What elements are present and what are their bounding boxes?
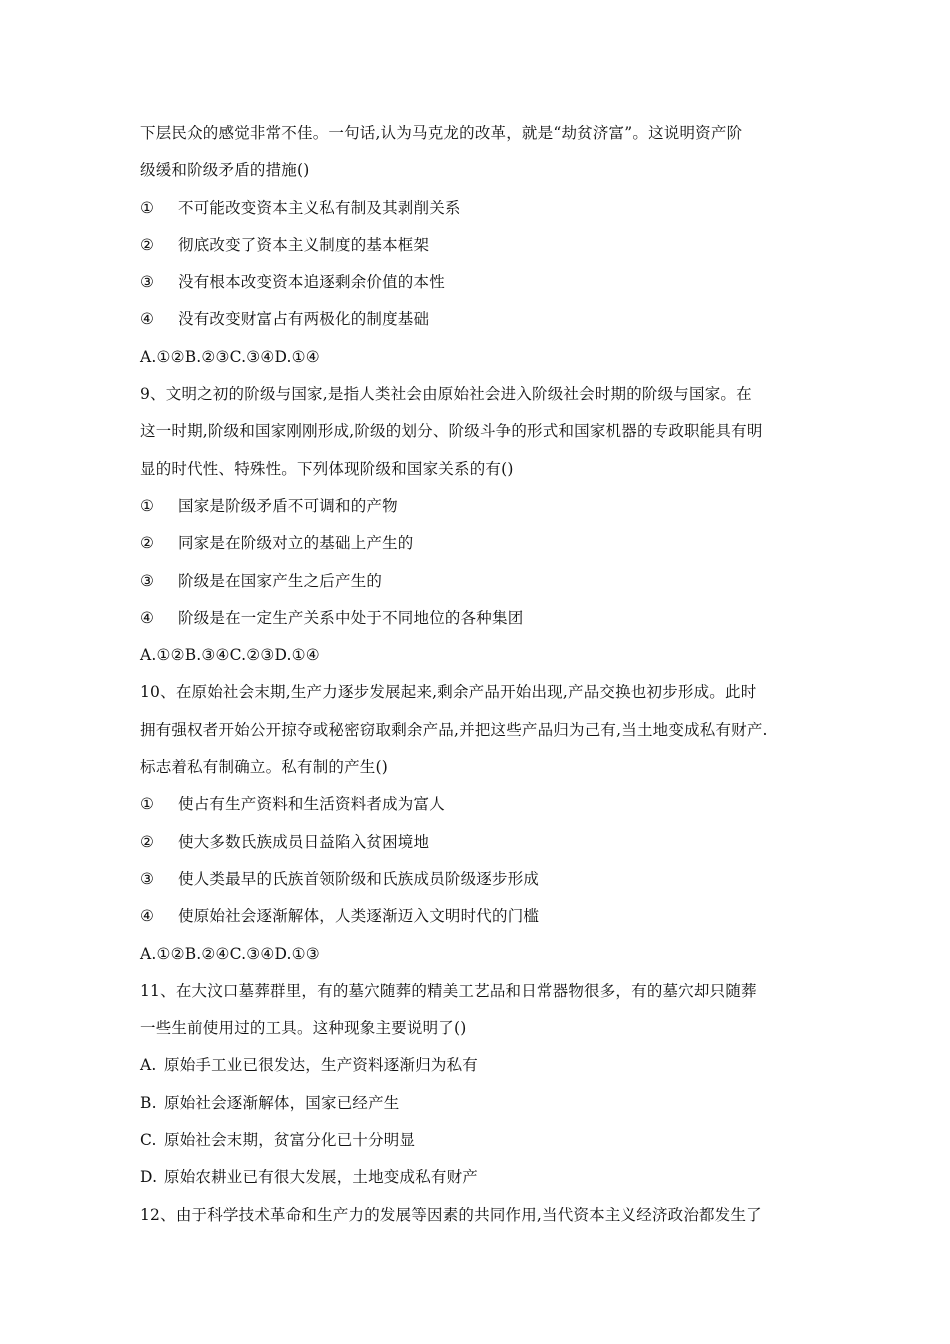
text-line: 一些生前使用过的工具。这种现象主要说明了() (140, 1019, 467, 1038)
statement-option (140, 861, 830, 898)
choice-text: 原始社会末期，贫富分化已十分明显 (164, 1131, 416, 1150)
statement-option (140, 488, 830, 525)
document-page (140, 115, 830, 1234)
statement-number: ② (140, 832, 155, 851)
statement-number: ② (140, 534, 155, 553)
text-line: A.①②B.②③C.③④D.①④ (140, 347, 320, 366)
text-line: 这一时期,阶级和国家刚刚形成,阶级的划分、阶级斗争的形式和国家机器的专政职能具有明 (140, 422, 763, 441)
statement-text: 彻底改变了资本主义制度的基本框架 (178, 235, 430, 254)
statement-option (140, 264, 830, 301)
statement-option (140, 563, 830, 600)
choice-label: D. (140, 1168, 158, 1187)
statement-text: 使人类最早的氏族首领阶级和氏族成员阶级逐步形成 (178, 869, 540, 888)
choice-text: 原始手工业已很发达，生产资料逐渐归为私有 (164, 1056, 479, 1075)
answer-choice (140, 1122, 830, 1159)
statement-option (140, 227, 830, 264)
text-line: 11、在大汶口墓葬群里，有的墓穴随葬的精美工艺品和日常器物很多，有的墓穴却只随葬 (140, 981, 757, 1000)
statement-number: ④ (140, 907, 155, 926)
text-line: 级缓和阶级矛盾的措施() (140, 161, 310, 180)
answer-choice (140, 1159, 830, 1196)
statement-option (140, 898, 830, 935)
statement-option (140, 301, 830, 338)
choice-label: A. (140, 1056, 157, 1075)
statement-text: 使原始社会逐渐解体，人类逐渐迈入文明时代的门槛 (178, 907, 540, 926)
text-line: 拥有强权者开始公开掠夺或秘密窃取剩余产品,并把这些产品归为己有,当土地变成私有财产. (140, 720, 768, 739)
choice-text: 原始农耕业已有很大发展，土地变成私有财产 (164, 1168, 479, 1187)
statement-text: 阶级是在国家产生之后产生的 (178, 571, 383, 590)
text-line: 下层民众的感觉非常不佳。一句话,认为马克龙的改革，就是“劫贫济富”。这说明资产阶 (140, 124, 743, 142)
choice-label: C. (140, 1131, 157, 1150)
text-line: 12、由于科学技术革命和生产力的发展等因素的共同作用,当代资本主义经济政治都发生了 (140, 1205, 762, 1224)
statement-text: 没有根本改变资本追逐剩余价值的本性 (178, 273, 445, 292)
statement-number: ③ (140, 869, 155, 888)
statement-number: ② (140, 235, 155, 254)
statement-number: ③ (140, 273, 155, 292)
statement-option (140, 525, 830, 562)
answer-choice (140, 1085, 830, 1122)
text-line: 显的时代性、特殊性。下列体现阶级和国家关系的有() (140, 459, 514, 478)
statement-option (140, 824, 830, 861)
statement-option (140, 786, 830, 823)
statement-text: 国家是阶级矛盾不可调和的产物 (178, 496, 398, 515)
statement-number: ③ (140, 571, 155, 590)
text-line: 10、在原始社会末期,生产力逐步发展起来,剩余产品开始出现,产品交换也初步形成。此时 (140, 683, 757, 702)
statement-option (140, 190, 830, 227)
text-line: A.①②B.③④C.②③D.①④ (140, 646, 320, 665)
statement-text: 同家是在阶级对立的基础上产生的 (178, 534, 414, 553)
statement-text: 没有改变财富占有两极化的制度基础 (178, 310, 430, 329)
statement-option (140, 600, 830, 637)
statement-number: ① (140, 795, 155, 814)
statement-text: 使占有生产资料和生活资料者成为富人 (178, 795, 445, 814)
statement-text: 使大多数氏族成员日益陷入贫困境地 (178, 832, 430, 851)
statement-number: ④ (140, 608, 155, 627)
answer-choice (140, 1047, 830, 1084)
choice-label: B. (140, 1093, 157, 1112)
text-line: 9、文明之初的阶级与国家,是指人类社会由原始社会进入阶级社会时期的阶级与国家。在 (140, 385, 752, 404)
statement-text: 不可能改变资本主义私有制及其剥削关系 (178, 198, 461, 217)
statement-text: 阶级是在一定生产关系中处于不同地位的各种集团 (178, 608, 524, 627)
statement-number: ④ (140, 310, 155, 329)
statement-number: ① (140, 496, 155, 515)
statement-number: ① (140, 198, 155, 217)
choice-text: 原始社会逐渐解体，国家已经产生 (164, 1093, 400, 1112)
text-line: A.①②B.②④C.③④D.①③ (140, 944, 320, 963)
text-line: 标志着私有制确立。私有制的产生() (140, 758, 388, 777)
